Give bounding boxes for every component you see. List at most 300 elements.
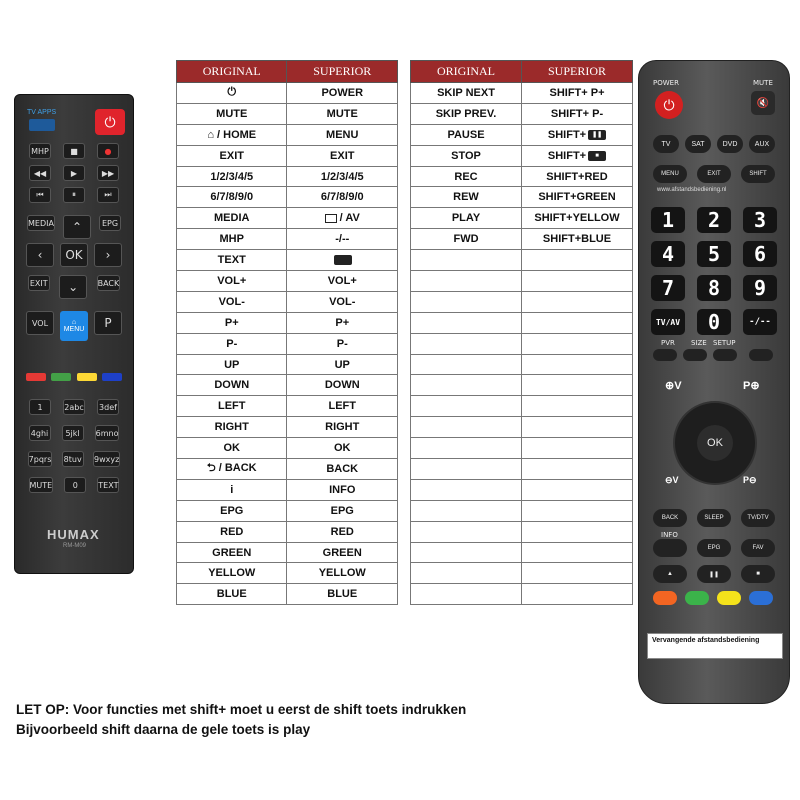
source-aux-key: AUX [749,135,775,153]
table-row [411,229,633,250]
cell-original [177,479,287,500]
cell-text: YELLOW [208,567,256,580]
cell-text: -/-- [335,233,350,246]
cell-text: FWD [453,233,479,246]
cell-original [177,124,287,145]
cell-original [177,333,287,354]
table-row [177,187,398,208]
cell-text: BLUE [216,588,247,601]
green-key [685,591,709,605]
table-row [411,375,633,396]
cell-superior [287,83,398,104]
cell-text: MHP [219,233,244,246]
text-button-icon [334,255,352,265]
brand-logo: HUMAX [47,527,100,542]
cell-superior [287,124,398,145]
table-row [411,354,633,375]
cell-text: P+ [224,316,239,329]
cell-original [411,375,522,396]
digit-key: -/-- [743,309,777,335]
table-row [411,500,633,521]
cell-original [177,83,287,104]
cell-superior [522,312,633,333]
cell-original [177,166,287,187]
cell-superior [287,354,398,375]
cell-original [411,542,522,563]
cell-text: STOP [451,149,481,162]
num-key: 9 [743,275,777,301]
cell-text: YELLOW [318,567,366,580]
shift-note: LET OP: Voor functies met shift+ moet u eerst de shift toets indrukken [16,702,467,717]
table-header-row [177,61,398,83]
num-key: 7 [651,275,685,301]
cell-text: OK [223,442,240,455]
cell-text: GREEN [322,546,362,559]
cell-original [177,271,287,292]
num-key: 0 [697,309,731,335]
blue-key [749,591,773,605]
cell-text: LEFT [328,400,356,413]
cell-text: GREEN [212,546,252,559]
cell-text: i [230,483,234,496]
num-key: 9wxyz [93,451,120,467]
table-row [411,438,633,459]
cell-superior [522,563,633,584]
cell-text: 1/2/3/4/5 [320,170,364,183]
cell-original [177,103,287,124]
column-header-superior: SUPERIOR [287,61,398,83]
cell-original [177,584,287,605]
cell-superior [287,396,398,417]
blue-key [102,373,122,381]
cell-superior [522,83,633,104]
cell-original [177,438,287,459]
number-row [15,451,133,467]
remote-row [15,187,133,203]
cell-text: REW [453,191,479,204]
source-dvd-key: DVD [717,135,743,153]
table-row [177,375,398,396]
table-row [177,145,398,166]
table-row [177,584,398,605]
cell-superior [287,250,398,271]
cell-superior [522,584,633,605]
cell-original [411,521,522,542]
cell-superior [522,438,633,459]
cell-superior [522,500,633,521]
table-row [177,291,398,312]
table-row [177,103,398,124]
cell-superior [522,479,633,500]
table-row [411,291,633,312]
cell-text: RED [220,525,244,538]
cell-text: SHIFT+YELLOW [534,212,620,225]
cell-superior [287,521,398,542]
table-row [177,417,398,438]
cell-text: 1/2/3/4/5 [210,170,254,183]
ok-key: OK [60,243,88,267]
table-row [177,271,398,292]
rew-key: ◀◀ [29,165,51,181]
cell-superior [522,291,633,312]
table-row [411,103,633,124]
rec-key: ● [97,143,119,159]
cell-text: ⮌ / BACK [206,462,257,475]
cell-superior [522,375,633,396]
table-row [177,396,398,417]
pause-key: ⏸ [63,187,85,203]
table-row [411,459,633,480]
num-key: 2abc [63,399,85,415]
tv-apps-label: TV APPS [27,109,57,116]
cell-original [411,291,522,312]
power-icon: ⏻ [95,109,125,135]
column-header-superior: SUPERIOR [522,61,633,83]
cell-original [177,542,287,563]
table-row [177,312,398,333]
cell-superior [287,166,398,187]
cell-superior [522,124,633,145]
table-row [411,479,633,500]
table-row [411,417,633,438]
num-key: 1 [651,207,685,233]
cell-original [411,103,522,124]
superior-remote-image [638,60,790,704]
cell-text: DOWN [324,379,360,392]
shift-key: SHIFT [741,165,775,183]
num-key: 6 [743,241,777,267]
cell-text: EPG [330,504,354,517]
remote-row [15,215,133,239]
table-row [177,250,398,271]
media-key: MEDIA [27,215,55,231]
cell-original [411,500,522,521]
remote-row [15,143,133,159]
cell-text: SHIFT+GREEN [538,191,616,204]
cell-original [411,250,522,271]
cell-original [411,145,522,166]
number-row [15,399,133,415]
cell-superior [287,333,398,354]
cell-text: RED [330,525,354,538]
right-key: › [94,243,122,267]
num-key: 0 [64,477,86,493]
num-key: 8tuv [62,451,84,467]
prog-up-key: P⊕ [743,380,760,392]
size-label: SIZE [691,339,707,347]
mute-icon: 🔇 [751,91,775,115]
table-row [411,521,633,542]
vol-key: VOL [26,311,54,335]
cell-original [411,83,522,104]
cell-superior [287,312,398,333]
table-row [177,542,398,563]
cell-text: 6/7/8/9/0 [320,191,364,204]
remote-row [15,275,133,299]
num-key: 3def [97,399,119,415]
cell-text: RIGHT [214,421,249,434]
num-key: 4ghi [29,425,51,441]
mapping-table-left [176,60,398,605]
cell-text: SHIFT+BLUE [542,233,612,246]
cell-original [411,584,522,605]
cell-original [411,459,522,480]
cell-original [177,417,287,438]
cell-text: ⏻ [227,86,237,99]
shift-example-note: Bijvoorbeeld shift daarna de gele toets is play [16,722,311,737]
watermark: www.afstandsbediening.nl [657,187,727,193]
cell-text: OK [333,442,351,455]
mhp-key: MHP [29,143,51,159]
source-sat-key: SAT [685,135,711,153]
cell-text: BACK [326,462,359,475]
exit-key: EXIT [28,275,50,291]
table-row [411,145,633,166]
cell-superior [287,208,398,229]
table-row [177,521,398,542]
up-arrow-key: ▲ [653,565,687,583]
stop-key: ■ [63,143,85,159]
cell-superior [287,584,398,605]
pill-key [653,349,677,361]
cell-original [177,375,287,396]
cell-text: LEFT [217,400,246,413]
table-row [411,124,633,145]
cell-superior [522,354,633,375]
cell-original [411,354,522,375]
table-row [177,459,398,480]
cell-superior [522,187,633,208]
cell-original [177,208,287,229]
power-label: POWER [653,79,679,87]
cell-text: MENU [326,128,359,141]
green-key [51,373,71,381]
cell-text: UP [224,358,240,371]
table-row [411,542,633,563]
cell-text: VOL+ [327,274,357,287]
num-key: 7pqrs [28,451,53,467]
num-key: 5 [697,241,731,267]
cell-original [411,166,522,187]
table-row [411,312,633,333]
cell-original [411,229,522,250]
cell-text: RIGHT [325,421,360,434]
num-key: 2 [697,207,731,233]
cell-text: SHIFT+RED [546,170,608,183]
num-key: 4 [651,241,685,267]
cell-text: VOL+ [217,274,247,287]
cell-text: POWER [321,86,364,99]
cell-original [177,459,287,480]
cell-original [411,124,522,145]
cell-original [177,312,287,333]
cell-original [177,291,287,312]
pill-key [713,349,737,361]
table-row [411,333,633,354]
cell-original [177,187,287,208]
cell-text: ⌂ / HOME [207,128,257,141]
cell-original [411,417,522,438]
pill-key [749,349,773,361]
cell-superior [522,250,633,271]
cell-text: EXIT [330,149,355,162]
model-label: RM-M09 [63,543,87,549]
cell-superior [287,479,398,500]
cell-superior [522,333,633,354]
cell-original [177,521,287,542]
vol-down-key: ⊖V [665,475,679,485]
cell-superior [522,229,633,250]
cell-text: / AV [339,212,360,225]
mapping-table-right [410,60,633,605]
menu-key-label: MENU [63,326,85,333]
ok-key: OK [697,425,733,461]
menu-key: ⌂ MENU [60,311,88,341]
cell-original [411,333,522,354]
table-row [411,166,633,187]
table-row [177,166,398,187]
info-key [653,539,687,557]
yellow-key [717,591,741,605]
cell-superior [522,417,633,438]
cell-original [411,208,522,229]
cell-original [177,396,287,417]
column-header-original: ORIGINAL [177,61,287,83]
table-row [177,354,398,375]
table-row [411,187,633,208]
table-row [411,584,633,605]
cell-superior [287,103,398,124]
cell-superior [287,145,398,166]
pvr-label: PVR [661,339,675,347]
cell-original [411,312,522,333]
text-key: TEXT [97,477,119,493]
back-key: BACK [97,275,121,291]
up-key: ⌃ [63,215,91,239]
cell-superior [287,459,398,480]
cell-text: VOL- [218,295,245,308]
cell-text: MEDIA [214,212,250,225]
cell-text: INFO [329,483,356,496]
stop-button-icon: ■ [588,151,606,161]
yellow-key [77,373,97,381]
red-key [653,591,677,605]
down-key: ⌄ [59,275,87,299]
cell-original [177,229,287,250]
cell-original [177,250,287,271]
cell-superior [522,103,633,124]
pause-key: ❚❚ [697,565,731,583]
table-row [411,271,633,292]
table-row [411,208,633,229]
left-key: ‹ [26,243,54,267]
tvav-key: TV/AV [651,309,685,335]
table-row [177,500,398,521]
table-row [177,124,398,145]
cell-text: MUTE [216,107,248,120]
cell-original [177,563,287,584]
cell-superior [287,542,398,563]
cell-text: SHIFT+ [547,128,587,141]
cell-original [411,438,522,459]
table-row [411,250,633,271]
mute-label: MUTE [753,79,773,87]
remote-row [15,165,133,181]
tv-apps-key [29,119,55,131]
cell-text: SHIFT+ [547,149,587,162]
cell-superior [287,271,398,292]
cell-text: MUTE [326,107,358,120]
cell-text: EXIT [219,149,244,162]
cell-superior [287,187,398,208]
p-key: P [94,311,122,335]
replacement-sticker: Vervangende afstandsbediening [647,633,783,659]
cell-original [411,396,522,417]
num-key: 1 [29,399,51,415]
cell-superior [287,417,398,438]
cell-original [177,500,287,521]
cell-text: DOWN [214,379,250,392]
fwd-key: ▶▶ [97,165,119,181]
power-icon: ⏻ [655,91,683,119]
number-row [15,425,133,441]
cell-original [177,354,287,375]
cell-text: EPG [220,504,244,517]
skip-prev-key: ⏮ [29,187,51,203]
cell-text: UP [334,358,350,371]
pause-button-icon: ❚❚ [588,130,606,140]
vol-up-key: ⊕V [665,380,682,392]
cell-original [411,187,522,208]
cell-superior [522,208,633,229]
source-tv-key: TV [653,135,679,153]
cell-superior [522,542,633,563]
cell-text: SKIP NEXT [437,86,495,99]
cell-original [177,145,287,166]
info-label: INFO [661,531,678,539]
table-row [177,208,398,229]
cell-text: VOL- [329,295,356,308]
table-row [411,563,633,584]
stop-key: ■ [741,565,775,583]
epg-key: EPG [99,215,121,231]
table-row [411,83,633,104]
cell-superior [287,229,398,250]
table-row [177,563,398,584]
source-icon [325,214,337,223]
table-row [177,333,398,354]
num-key: 8 [697,275,731,301]
color-keys [15,373,133,381]
num-key: 6mno [95,425,120,441]
red-key [26,373,46,381]
cell-text: P+ [335,316,350,329]
cell-text: SHIFT+ P- [550,107,604,120]
cell-text: BLUE [327,588,358,601]
tvdtv-key: TV/DTV [741,509,775,527]
cell-superior [522,459,633,480]
skip-next-key: ⏭ [97,187,119,203]
exit-key: EXIT [697,165,731,183]
remote-row [15,311,133,341]
num-key: 5jkl [62,425,84,441]
menu-key: MENU [653,165,687,183]
pill-key [683,349,707,361]
table-row [177,83,398,104]
cell-superior [522,145,633,166]
cell-text: PAUSE [447,128,485,141]
num-key: 3 [743,207,777,233]
